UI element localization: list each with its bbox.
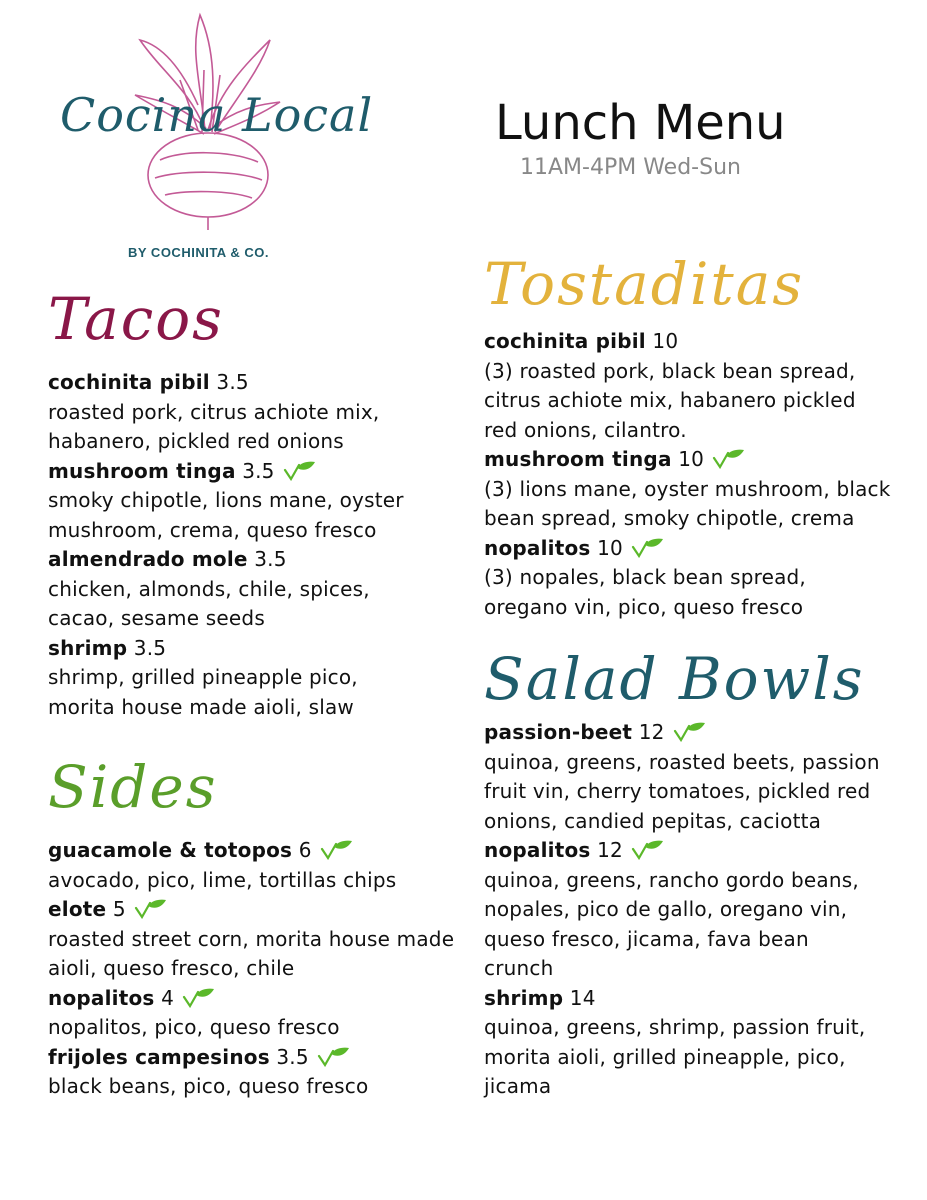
menu-item-description: citrus achiote mix, habanero pickled xyxy=(484,388,856,412)
menu-item-description: oregano vin, pico, queso fresco xyxy=(484,594,804,619)
menu-item-description: jicama xyxy=(484,1074,552,1098)
leaf-check-icon xyxy=(182,988,216,1008)
brand-name-text: Cocina Local xyxy=(60,88,374,142)
menu-item-description: avocado, pico, lime, tortillas chips xyxy=(48,867,397,892)
menu-item xyxy=(48,836,454,895)
menu-item-description: (3) lions mane, oyster mushroom, black xyxy=(484,476,891,501)
menu-item-header xyxy=(484,327,891,357)
menu-item-price: 5 xyxy=(106,897,126,921)
menu-item-name: nopalitos xyxy=(484,838,591,862)
menu-item-name: mushroom tinga xyxy=(48,458,236,483)
menu-item-name: cochinita pibil xyxy=(48,370,210,394)
menu-items xyxy=(484,327,891,622)
menu-item xyxy=(484,445,891,534)
leaf-check-icon xyxy=(134,899,168,919)
menu-items xyxy=(48,368,404,722)
menu-item-description: morita aioli, grilled pineapple, pico, xyxy=(484,1044,846,1069)
menu-item-description: cacao, sesame seeds xyxy=(48,606,265,630)
menu-item-description: aioli, queso fresco, chile xyxy=(48,956,295,980)
menu-item-name: passion-beet xyxy=(484,720,633,744)
menu-item-name: cochinita pibil xyxy=(484,329,646,353)
menu-item-name: elote xyxy=(48,897,107,921)
menu-item-header xyxy=(48,895,454,925)
leaf-check-icon xyxy=(283,461,317,481)
menu-item-description: bean spread, smoky chipotle, crema xyxy=(484,506,855,530)
menu-item xyxy=(484,984,880,1102)
menu-item xyxy=(48,895,454,984)
menu-item-name: almendrado mole xyxy=(48,547,248,571)
menu-item-header xyxy=(48,836,454,866)
brand-byline: BY COCHINITA & CO. xyxy=(128,245,269,260)
menu-item-price: 3.5 xyxy=(209,370,249,394)
menu-item-description: mushroom, crema, queso fresco xyxy=(48,517,377,542)
menu-item-price: 3.5 xyxy=(127,635,167,660)
hours-text: 11AM-4PM Wed-Sun xyxy=(520,155,741,180)
menu-item-description: morita house made aioli, slaw xyxy=(48,694,354,719)
menu-item-description: nopalitos, pico, queso fresco xyxy=(48,1015,340,1039)
menu-items xyxy=(484,718,880,1102)
menu-items xyxy=(48,836,454,1102)
menu-item-description: onions, candied pepitas, caciotta xyxy=(484,808,822,833)
menu-item-price: 10 xyxy=(671,447,705,471)
sides-section xyxy=(48,753,455,1102)
section-heading: Tostaditas xyxy=(484,250,805,318)
menu-item-description: chicken, almonds, chile, spices, xyxy=(48,576,370,601)
leaf-check-icon xyxy=(631,538,665,558)
salad-bowls-section xyxy=(484,645,880,1102)
tacos-section xyxy=(48,285,404,722)
leaf-check-icon xyxy=(673,722,707,742)
menu-item-header xyxy=(48,634,404,664)
menu-item-description: red onions, cilantro. xyxy=(484,417,687,442)
menu-item-price: 10 xyxy=(645,329,679,353)
leaf-check-icon xyxy=(712,449,746,469)
menu-item-header xyxy=(484,718,880,748)
menu-item-name: nopalitos xyxy=(48,985,155,1010)
menu-item xyxy=(484,836,880,984)
menu-item-price: 10 xyxy=(590,535,623,560)
menu-item xyxy=(48,984,454,1043)
section-heading: Sides xyxy=(48,753,218,821)
menu-item-header xyxy=(484,445,891,475)
section-heading: Tacos xyxy=(48,285,224,353)
menu-item-name: shrimp xyxy=(48,635,128,660)
menu-item-description: roasted pork, citrus achiote mix, xyxy=(48,399,380,424)
menu-item-name: nopalitos xyxy=(484,535,591,560)
menu-item-description: (3) nopales, black bean spread, xyxy=(484,565,806,589)
menu-item xyxy=(48,634,404,723)
menu-item-name: guacamole & totopos xyxy=(48,838,293,862)
menu-item-price: 12 xyxy=(590,838,623,862)
tostaditas-section xyxy=(484,250,891,622)
leaf-check-icon xyxy=(631,840,665,860)
menu-item-price: 4 xyxy=(154,985,174,1010)
menu-item-description: roasted street corn, morita house made xyxy=(48,926,455,951)
menu-item-description: crunch xyxy=(484,956,554,980)
menu-item-header xyxy=(48,1043,454,1073)
menu-item-price: 14 xyxy=(563,985,596,1010)
menu-item-header xyxy=(484,534,891,564)
menu-item-header xyxy=(48,984,454,1014)
menu-item-description: black beans, pico, queso fresco xyxy=(48,1074,369,1098)
menu-item-description: fruit vin, cherry tomatoes, pickled red xyxy=(484,779,871,803)
brand-name xyxy=(60,88,374,142)
menu-item-price: 3.5 xyxy=(247,547,287,571)
menu-item-price: 3.5 xyxy=(235,458,275,483)
menu-item-price: 6 xyxy=(292,838,312,862)
menu-item-description: nopales, pico de gallo, oregano vin, xyxy=(484,897,848,921)
brand-logo xyxy=(60,10,374,260)
menu-item-description: smoky chipotle, lions mane, oyster xyxy=(48,488,404,512)
menu-item-name: mushroom tinga xyxy=(484,447,672,471)
menu-item-description: queso fresco, jicama, fava bean xyxy=(484,926,809,951)
menu-item xyxy=(484,534,891,623)
menu-item xyxy=(48,368,404,457)
menu-item xyxy=(48,1043,454,1102)
menu-item-description: quinoa, greens, rancho gordo beans, xyxy=(484,867,859,892)
menu-item-description: shrimp, grilled pineapple pico, xyxy=(48,665,358,689)
menu-item-header xyxy=(48,545,404,575)
menu-item xyxy=(48,545,404,634)
menu-item-header xyxy=(484,836,880,866)
menu-item xyxy=(48,457,404,546)
menu-item-name: frijoles campesinos xyxy=(48,1044,270,1069)
menu-item-header xyxy=(48,368,404,398)
menu-item-header xyxy=(48,457,404,487)
menu-item-description: habanero, pickled red onions xyxy=(48,429,344,453)
menu-item-name: shrimp xyxy=(484,985,564,1010)
section-heading: Salad Bowls xyxy=(484,645,865,713)
menu-item-header xyxy=(484,984,880,1014)
menu-item xyxy=(484,718,880,836)
menu-item xyxy=(484,327,891,445)
leaf-check-icon xyxy=(317,1047,351,1067)
leaf-check-icon xyxy=(320,840,354,860)
menu-item-description: (3) roasted pork, black bean spread, xyxy=(484,358,856,383)
page-title: Lunch Menu xyxy=(495,95,786,151)
menu-item-description: quinoa, greens, roasted beets, passion xyxy=(484,749,880,774)
menu-item-price: 3.5 xyxy=(269,1044,309,1069)
menu-item-description: quinoa, greens, shrimp, passion fruit, xyxy=(484,1015,866,1039)
menu-item-price: 12 xyxy=(632,720,665,744)
